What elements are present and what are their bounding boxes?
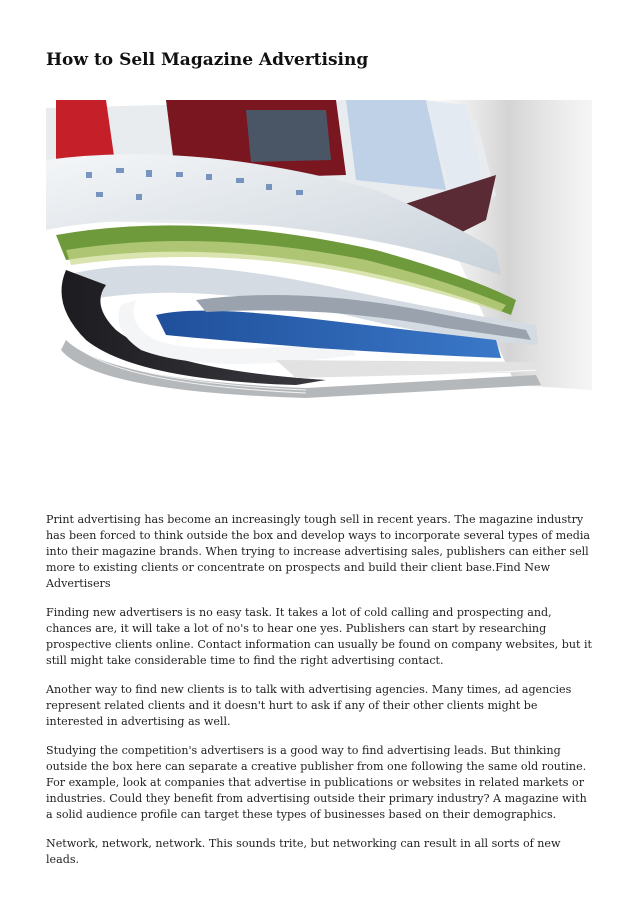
paragraph: Finding new advertisers is no easy task. It takes a lot of cold calling and prospecting and, chances are, it will take a lot of no's to hear one yes. Publishers can start by researching prospective clients online. Contact information can usually be found on company websites, but it still might take considerable time to find the right advertising contact. bbox=[46, 606, 592, 667]
paragraph: Another way to find new clients is to talk with advertising agencies. Many times, ad agencies represent related clients and it doesn't hurt to ask if any of their other clients might be interested in advertising as well. bbox=[46, 683, 572, 728]
paragraph: Print advertising has become an increasingly tough sell in recent years. The magazine industry has been forced to think outside the box and develop ways to incorporate several types of media into their magazine brands. When trying to increase advertising sales, publishers can either sell more to existing clients or concentrate on prospects and build their client base.Find New Advertisers bbox=[46, 513, 591, 590]
page-title: How to Sell Magazine Advertising bbox=[46, 50, 369, 70]
magazine-stack-illustration bbox=[46, 100, 592, 400]
article-body bbox=[46, 512, 594, 881]
paragraph: Studying the competition's advertisers is a good way to find advertising leads. But thinking outside the box here can separate a creative publisher from one following the same old routine. For example, look at companies that advertise in publications or websites in related markets or industries. Could they benefit from advertising outside their primary industry? A magazine with a solid audience profile can target these types of businesses based on their demographics. bbox=[46, 744, 587, 821]
paragraph: Network, network, network. This sounds trite, but networking can result in all sorts of new leads. bbox=[46, 837, 561, 866]
